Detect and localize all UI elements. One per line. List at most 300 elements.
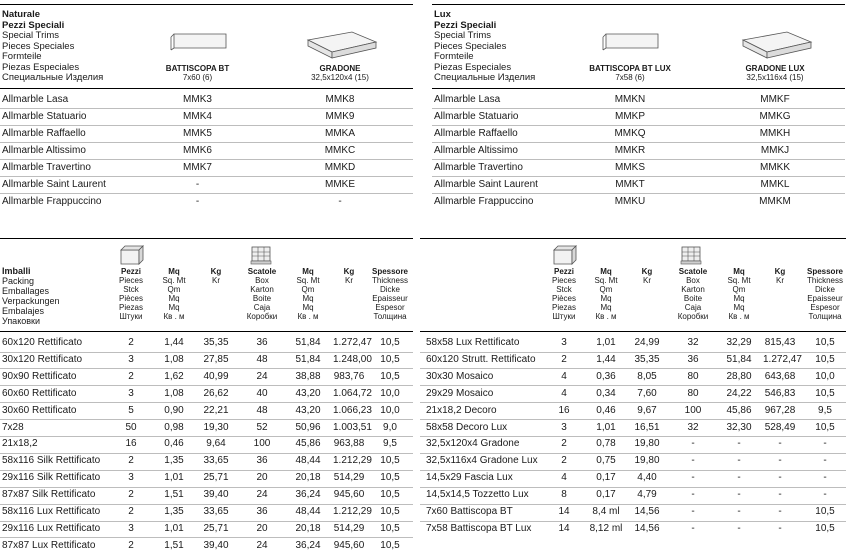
packing-value: 1,35 [164,455,184,467]
packing-value: 815,43 [764,337,796,348]
packing-value: 514,29 [333,522,365,534]
packing-col-head-line: Sq. Mt [727,276,751,285]
row-divider [0,125,413,126]
packing-value: 51,84 [726,353,752,365]
trims-right-sub: Formteile [434,51,474,62]
packing-col-head-line: Mq [302,303,314,312]
packing-value: 4 [561,472,567,484]
packing-col-head-line: Box [255,276,269,285]
packing-value: 80 [687,387,699,399]
trim-product-name: Allmarble Raffaello [2,128,86,139]
packing-value: 14,56 [634,522,660,534]
packing-value: 20 [256,472,268,484]
packing-value: 43,20 [295,404,321,416]
packing-value: 36 [256,337,268,348]
packing-product-name: 30x30 Mosaico [426,370,494,382]
row-divider [432,176,845,177]
packing-value: 1,01 [164,522,184,534]
trims-right-header [434,10,535,84]
packing-col-head-line: Штуки [552,312,576,321]
packing-col-head-line: Stck [123,285,139,294]
packing-value: 1,01 [164,472,184,484]
packing-value: 1,44 [164,337,184,348]
packing-value: 3 [128,387,134,399]
packing-value: 9,0 [383,421,397,433]
packing-product-name: 87x87 Lux Rettificato [2,539,96,551]
packing-value: 4,40 [637,472,657,484]
box-icon [551,244,577,266]
packing-value: - [778,455,782,467]
packing-value: 9,67 [637,404,657,416]
packing-value: 36 [687,353,699,365]
packing-value: 1,08 [164,353,184,365]
packing-value: 24 [256,370,268,382]
packing-col-head-line: Кв . м [728,312,750,321]
packing-value: - [737,506,741,517]
packing-label [2,266,60,326]
packing-col-head-line: Qm [167,285,181,294]
packing-value: 8,12 ml [589,522,623,534]
trim-code-b: MMKJ [760,145,790,156]
row-divider [432,142,845,143]
packing-value: 10,5 [815,337,835,348]
packing-value: 48,44 [295,455,321,467]
packing-col-head-line: Spessore [806,267,844,276]
trims-right-col2-name: GRADONE LUX [745,64,805,73]
trims-left-col2-head [285,64,395,82]
packing-value: - [691,522,695,534]
trims-left-col2-name: GRADONE [319,64,361,73]
row-divider [0,470,413,471]
packing-value: 0,34 [596,387,616,399]
packing-product-name: 58x116 Silk Rettificato [2,455,101,467]
packing-col-head [333,267,365,285]
packing-product-name: 7x60 Battiscopa BT [426,506,513,517]
packing-col-head-line: Mq [302,294,314,303]
packing-col-head-line: Kr [643,276,651,285]
packing-col-head-line: Кв . м [163,312,185,321]
row-divider [420,368,846,369]
packing-col-head-line: Scatole [247,267,277,276]
packing-value: 20,18 [295,522,321,534]
packing-col-head-line: Mq [733,267,745,276]
packing-rule-left [0,238,413,239]
trim-code-a: MMKR [614,145,646,156]
packing-value: 19,80 [634,455,660,467]
packing-col-head-line: Mq [600,267,612,276]
packing-value: 1,01 [596,337,616,348]
packing-value: 2 [128,506,134,517]
packing-value: - [737,455,741,467]
packing-value: 0,17 [596,489,616,501]
packing-value: 10,5 [380,455,400,467]
packing-value: 40 [256,387,268,399]
packing-label-line: Embalajes [2,306,45,316]
packing-product-name: 7x58 Battiscopa BT Lux [426,522,532,534]
trim-code-a: MMKU [614,196,646,207]
packing-value: 3 [128,522,134,534]
packing-product-name: 29x116 Silk Rettificato [2,472,101,484]
packing-value: 4 [561,370,567,382]
packing-value: 10,5 [380,472,400,484]
packing-value: - [778,438,782,450]
packing-product-name: 32,5x120x4 Gradone [426,438,520,450]
packing-product-name: 58x116 Lux Rettificato [2,506,101,517]
trim-code-b: MMKK [760,162,790,173]
packing-col-head-line: Толщина [373,312,407,321]
packing-col-head-line: Kg [641,267,653,276]
packing-value: 10,0 [380,387,400,399]
packing-value: 45,86 [295,438,321,450]
packing-value: 35,35 [203,337,229,348]
trims-left-sub: Special Trims [2,30,60,41]
trims-right-col2-size: 32,5x116x4 (15) [746,73,804,82]
packing-col-head-line: Dicke [379,285,400,294]
packing-col-head-line: Qm [599,285,613,294]
packing-value: 27,85 [203,353,229,365]
step-icon [300,28,380,62]
packing-col-head-line: Mq [168,294,180,303]
trims-right-col2-head [720,64,830,82]
packing-value: - [823,455,827,467]
packing-value: 48,44 [295,506,321,517]
packing-value: - [778,522,782,534]
trims-right-title-2: Pezzi Speciali [434,19,497,31]
trim-product-name: Allmarble Saint Laurent [434,179,538,190]
packing-value: 1.248,00 [333,353,372,365]
row-divider [0,402,413,403]
packing-value: 10,5 [815,387,835,399]
packing-value: 0,78 [596,438,616,450]
trim-code-b: MMK8 [325,94,355,105]
packing-value: 1,62 [164,370,184,382]
packing-label-line: Emballages [2,286,50,296]
trim-product-name: Allmarble Travertino [2,162,91,173]
packing-value: 80 [687,370,699,382]
packing-value: - [823,438,827,450]
trim-product-name: Allmarble Raffaello [434,128,518,139]
row-divider [420,385,846,386]
trim-code-b: MMKA [325,128,355,139]
packing-value: 1,35 [164,506,184,517]
packing-value: 967,28 [764,404,796,416]
packing-value: - [737,489,741,501]
packing-value: 546,83 [764,387,796,399]
trim-code-b: MMKM [759,196,791,207]
row-divider [0,193,413,194]
trims-left-sub: Специальные Изделия [2,72,104,83]
packing-value: 1.212,29 [333,506,372,517]
trim-code-a: MMK4 [183,111,212,122]
trims-right-title-1: Lux [434,9,451,20]
trims-left-col2-size: 32,5x120x4 (15) [311,73,369,82]
packing-value: 20 [256,522,268,534]
packing-value: - [691,489,695,501]
packing-col-head-line: Caja [253,303,271,312]
packing-col-head-line: Kr [345,276,353,285]
trim-code-b: MMKE [325,179,355,190]
packing-col-head-line: Sq. Mt [296,276,320,285]
top-rule-left [0,4,413,5]
trim-product-name: Allmarble Lasa [434,94,501,105]
packing-product-name: 29x116 Lux Rettificato [2,522,101,534]
packing-col-head-line: Karton [250,285,274,294]
packing-value: 963,88 [333,438,365,450]
trim-product-name: Allmarble Frappuccino [434,196,534,207]
packing-value: 10,5 [380,522,400,534]
packing-value: 0,90 [164,404,184,416]
row-divider [432,159,845,160]
packing-value: 2 [128,337,134,348]
packing-value: 50,96 [295,421,321,433]
packing-col-head-line: Spessore [371,267,409,276]
packing-value: 528,49 [764,421,796,433]
packing-value: 3 [561,337,567,348]
row-divider [0,487,413,488]
packing-value: 100 [684,404,702,416]
packing-col-head-line: Pezzi [120,267,141,276]
packing-value: - [823,489,827,501]
packing-col-head [630,267,664,285]
packing-value: - [737,522,741,534]
trim-code-a: MMKS [615,162,645,173]
packing-value: 10,5 [380,489,400,501]
packing-col-head-line: Kg [774,267,786,276]
row-divider [0,419,413,420]
packing-value: 24,22 [726,387,752,399]
packing-value: 10,5 [380,539,400,551]
trim-code-b: MMKC [324,145,356,156]
packing-col-head [290,267,326,321]
packing-value: 10,5 [815,353,835,365]
packing-value: 1.212,29 [333,455,372,467]
packing-value: 1,44 [596,353,616,365]
packing-value: 0,17 [596,472,616,484]
packing-value: 36 [256,455,268,467]
packing-product-name: 21x18,2 [2,438,38,450]
trim-code-b: MMKH [759,128,791,139]
packing-col-head-line: Kg [210,267,222,276]
packing-product-name: 60x60 Rettificato [2,387,77,399]
packing-value: 50 [125,421,137,433]
packing-value: - [691,506,695,517]
packing-col-head [546,267,582,321]
trim-code-b: - [338,196,342,207]
trims-left-col1-head [150,64,245,82]
packing-col-head [199,267,233,285]
packing-product-name: 58x58 Decoro Lux [426,421,508,433]
packing-value: 40,99 [203,370,229,382]
trims-left-col1-name: BATTISCOPA BT [165,64,230,73]
trims-right-col1-size: 7x58 (6) [615,73,645,82]
packing-product-name: 87x87 Silk Rettificato [2,489,96,501]
packing-col-head-line: Mq [168,267,180,276]
packing-header-rule-right [420,331,846,332]
packing-value: 45,86 [726,404,752,416]
row-divider [0,108,413,109]
packing-value: 16,51 [634,421,660,433]
packing-value: 10,5 [380,370,400,382]
packing-value: 14,56 [634,506,660,517]
packing-value: 38,88 [295,370,321,382]
packing-value: 3 [128,472,134,484]
packing-value: 100 [253,438,271,450]
packing-value: 14 [558,522,570,534]
packing-value: 1,01 [596,421,616,433]
packing-col-head-line: Thickness [806,276,843,285]
packing-col-head-line: Espesor [810,303,840,312]
packing-col-head-line: Толщина [808,312,842,321]
step-icon [735,28,815,62]
trim-code-b: MMK9 [325,111,355,122]
packing-product-name: 30x60 Rettificato [2,404,77,416]
packing-col-head-line: Штуки [119,312,143,321]
trims-right-col1-name: BATTISCOPA BT LUX [589,64,671,73]
packing-value: 945,60 [333,539,365,551]
packing-value: 10,0 [380,404,400,416]
packing-value: 32 [687,337,699,348]
packing-product-name: 7x28 [2,421,24,433]
packing-value: 8 [561,489,567,501]
packing-value: 22,21 [203,404,229,416]
trim-product-name: Allmarble Altissimo [2,145,86,156]
row-divider [0,521,413,522]
packing-value: 1,08 [164,387,184,399]
row-divider [0,537,413,538]
packing-value: 0,46 [596,404,616,416]
packing-product-name: 32,5x116x4 Gradone Lux [426,455,538,467]
packing-value: 16 [558,404,570,416]
packing-value: 2 [561,455,567,467]
row-divider [420,470,846,471]
row-divider [0,159,413,160]
packing-value: - [823,472,827,484]
trims-right-sub: Piezas Especiales [434,61,512,73]
packing-col-head-line: Kg [343,267,355,276]
packing-value: 39,40 [203,489,229,501]
row-divider [420,436,846,437]
packing-value: 32,29 [726,337,752,348]
packing-value: 945,60 [333,489,365,501]
packing-value: 3 [128,353,134,365]
trims-left-sub: Piezas Especiales [2,61,80,73]
packing-value: 0,98 [164,421,184,433]
packing-value: 26,62 [203,387,229,399]
packing-value: 983,76 [333,370,365,382]
trim-code-a: MMKN [614,94,646,105]
packing-value: 514,29 [333,472,365,484]
trim-code-b: MMKL [760,179,790,190]
packing-col-head-line: Dicke [814,285,835,294]
packing-value: 36 [256,506,268,517]
packing-col-head-line: Pièces [118,294,143,303]
packing-value: 32 [687,421,699,433]
packing-header-rule-left [0,331,413,332]
row-divider [420,419,846,420]
trim-code-a: MMKQ [614,128,646,139]
trims-right-header-rule [432,88,845,89]
packing-col-head [670,267,716,321]
packing-col-head-line: Qm [732,285,746,294]
packing-col-head-line: Pieces [551,276,576,285]
trim-product-name: Allmarble Statuario [2,111,87,122]
trim-code-a: - [195,196,200,207]
trims-right-sub: Специальные Изделия [434,72,536,83]
packing-col-head [369,267,411,321]
packing-value: - [737,438,741,450]
packing-product-name: 21x18,2 Decoro [426,404,497,416]
packing-col-head [720,267,758,321]
trim-code-a: MMKT [615,179,645,190]
packing-col-head-line: Pieces [118,276,143,285]
row-divider [0,504,413,505]
row-divider [0,453,413,454]
packing-value: 2 [561,353,567,365]
packing-value: 25,71 [203,472,229,484]
packing-col-head-line: Qm [301,285,315,294]
row-divider [432,125,845,126]
packing-value: 9,5 [383,438,397,450]
packing-value: 1.064,72 [333,387,372,399]
packing-value: 25,71 [203,522,229,534]
packing-value: 10,5 [380,337,400,348]
packing-col-head-line: Piezas [551,303,576,312]
packing-product-name: 60x120 Rettificato [2,337,83,348]
packing-value: - [737,472,741,484]
trim-product-name: Allmarble Lasa [2,94,69,105]
packing-col-head-line: Caja [684,303,702,312]
packing-col-head-line: Piezas [118,303,143,312]
packing-col-head-line: Mq [168,303,180,312]
packing-value: 8,4 ml [592,506,620,517]
packing-value: 10,5 [815,522,835,534]
row-divider [0,385,413,386]
packing-col-head-line: Кв . м [297,312,319,321]
row-divider [420,504,846,505]
packing-value: 2 [128,370,134,382]
trims-left-sub: Formteile [2,51,42,62]
trim-code-a: MMK5 [183,128,212,139]
packing-col-head-line: Mq [600,303,612,312]
packing-value: 10,5 [815,421,835,433]
row-divider [432,193,845,194]
packing-col-head-line: Mq [600,294,612,303]
pallet-icon [679,244,705,266]
packing-value: - [691,438,695,450]
packing-value: 9,5 [818,404,832,416]
packing-value: 3 [561,421,567,433]
packing-value: 1,51 [164,489,184,501]
packing-value: 2 [561,438,567,450]
packing-value: 35,35 [634,353,660,365]
packing-product-name: 29x29 Mosaico [426,387,494,399]
trim-product-name: Allmarble Frappuccino [2,196,102,207]
packing-value: 0,75 [596,455,616,467]
packing-col-head-line: Кв . м [595,312,617,321]
trim-code-a: - [195,179,200,190]
packing-value: 10,5 [380,353,400,365]
trim-code-b: MMKF [760,94,790,105]
row-divider [432,108,845,109]
packing-col-head-line: Espesor [375,303,405,312]
packing-col-head-line: Sq. Mt [162,276,186,285]
row-divider [0,142,413,143]
packing-value: 24 [256,539,268,551]
packing-value: 10,0 [815,370,835,382]
packing-value: 33,65 [203,455,229,467]
packing-col-head-line: Mq [733,303,745,312]
packing-value: 9,64 [206,438,226,450]
